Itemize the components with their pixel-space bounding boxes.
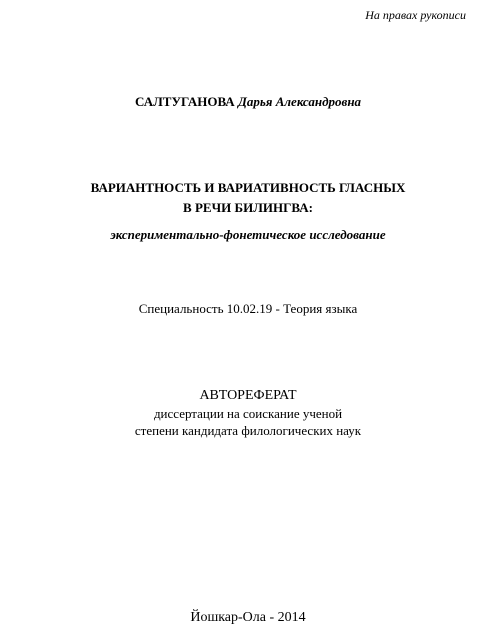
author-name — [0, 94, 496, 110]
document-desc-line-1: диссертации на соискание ученой — [153, 406, 343, 421]
document-type: АВТОРЕФЕРАТ — [199, 388, 297, 403]
title-line-1: ВАРИАНТНОСТЬ И ВАРИАТИВНОСТЬ ГЛАСНЫХ — [90, 180, 406, 195]
author-given-names: Дарья Александровна — [237, 94, 362, 109]
city-year: Йошкар-Ола - 2014 — [190, 610, 306, 625]
author-surname: САЛТУГАНОВА — [134, 94, 235, 109]
document-desc-line-2: степени кандидата филологических наук — [134, 423, 362, 438]
title-subtitle: экспериментально-фонетическое исследование — [110, 227, 386, 242]
specialty-line: Специальность 10.02.19 - Теория языка — [138, 301, 358, 316]
title-line-2: В РЕЧИ БИЛИНГВА: — [183, 200, 313, 215]
rights-note: На правах рукописи — [365, 8, 466, 22]
